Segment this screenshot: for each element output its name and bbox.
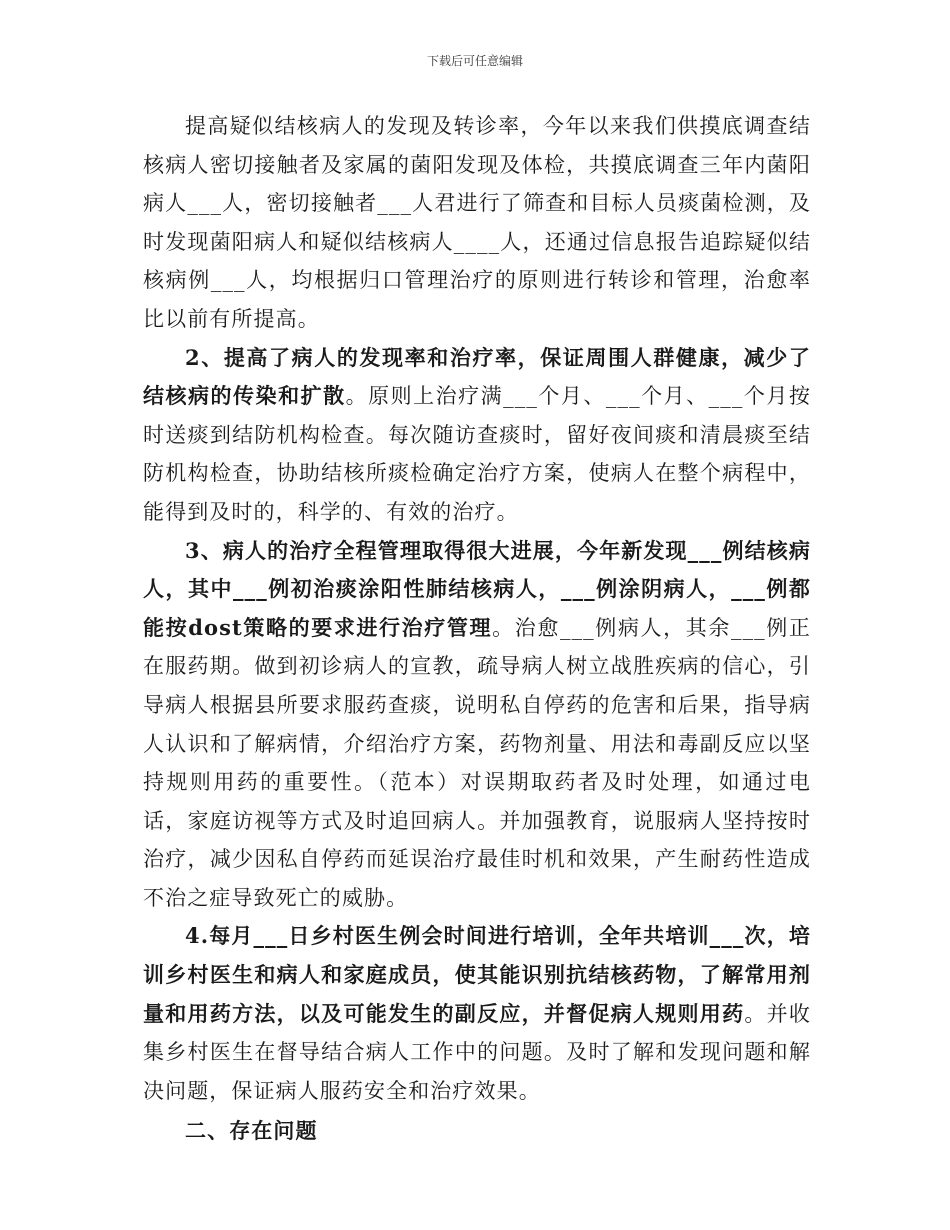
section-heading: 二、存在问题 (185, 1118, 318, 1144)
paragraph-1-text: 提高疑似结核病人的发现及转诊率，今年以来我们供摸底调查结核病人密切接触者及家属的菌阳发现及体检，共摸底调查三年内菌阳病人___人，密切接触者___人君进行了筛查和目标人员痰菌检测，及时发现菌阳病人和疑似结核病人____人，还通过信息报告追踪疑似结核病例___人，均根据归口管理治疗的原则进行转诊和管理，治愈率比以前有所提高。 (143, 114, 811, 331)
paragraph-3-bold-lead: 3、病人的治疗全程管理取得很大进展，今年新发现___例结核病人，其中___例初治痰涂阳性肺结核病人，___例涂阴病人，___例都能按dost策略的要求进行治疗管理 (143, 537, 811, 640)
paragraph-2-bold-lead: 2、提高了病人的发现率和治疗率，保证周围人群健康，减少了结核病的传染和扩散 (143, 344, 811, 409)
paragraph-2-text: 。原则上治疗满___个月、___个月、___个月按时送痰到结防机构检查。每次随访查痰时，留好夜间痰和清晨痰至结防机构检查，协助结核所痰检确定治疗方案，使病人在整个病程中，能得到及时的，科学的、有效的治疗。 (143, 384, 812, 524)
paragraph-2 (143, 339, 811, 532)
paragraph-1 (143, 107, 811, 339)
document-body (143, 107, 811, 1151)
paragraph-4-text: 。并收集乡村医生在督导结合病人工作中的问题。及时了解和发现问题和解决问题，保证病人服药安全和治疗效果。 (143, 1001, 811, 1103)
paragraph-3 (143, 532, 811, 918)
page-header: 下载后可任意编辑 (426, 54, 523, 68)
paragraph-4 (143, 917, 811, 1110)
paragraph-4-bold-lead: 4.每月___日乡村医生例会时间进行培训，全年共培训___次，培训乡村医生和病人和家庭成员，使其能识别抗结核药物，了解常用剂量和用药方法，以及可能发生的副反应，并督促病人规则用药 (143, 923, 811, 1026)
paragraph-3-text: 。治愈___例病人，其余___例正在服药期。做到初诊病人的宣教，疏导病人树立战胜疾病的信心，引导病人根据县所要求服药查痰，说明私自停药的危害和后果，指导病人认识和了解病情，介绍治疗方案，药物剂量、用法和毒副反应以坚持规则用药的重要性。（范本）对误期取药者及时处理，如通过电话，家庭访视等方式及时追回病人。并加强教育，说服病人坚持按时治疗，减少因私自停药而延误治疗最佳时机和效果，产生耐药性造成不治之症导致死亡的威胁。 (143, 615, 811, 910)
